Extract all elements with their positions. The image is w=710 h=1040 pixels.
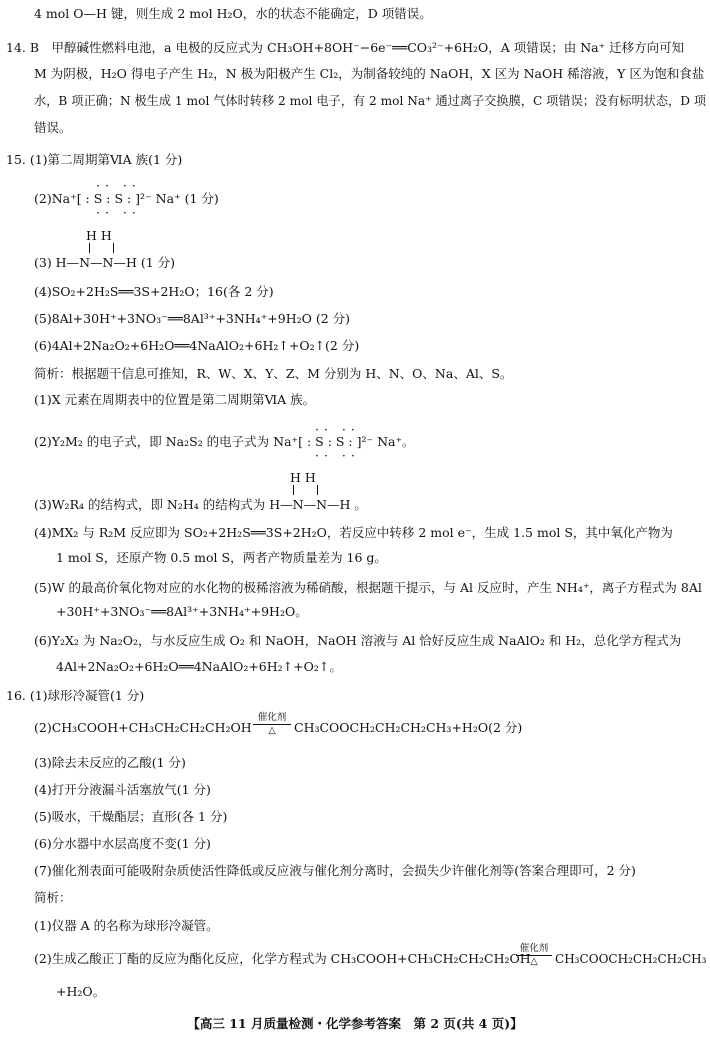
text-line: (2)Na⁺[ : S : S : ]²⁻ Na⁺ (1 分) [34, 191, 219, 206]
text-line: (3)除去未反应的乙酸(1 分) [34, 755, 186, 770]
equation-right: CH₃COOCH₂CH₂CH₂CH₃ [555, 951, 707, 966]
text-line: (1)X 元素在周期表中的位置是第二周期第ⅥA 族。 [34, 392, 316, 407]
q14-answer: 14. B 甲醇碱性燃料电池，a 电极的反应式为 CH₃OH+8OH⁻−6e⁻══CO₃²⁻+6H₂O，A 项错误；由 Na⁺ 迁移方向可知 [6, 40, 685, 55]
text-line: +H₂O。 [56, 984, 106, 999]
arrow-bottom: △ [530, 956, 538, 967]
analysis-heading: 简析： [34, 890, 72, 905]
text-line: (6)分水器中水层高度不变(1 分) [34, 836, 211, 851]
analysis-heading: 简析：根据题干信息可推知，R、W、X、Y、Z、M 分别为 H、N、O、Na、Al、S。 [34, 366, 513, 381]
text-line: M 为阴极，H₂O 得电子产生 H₂，N 极为阳极产生 Cl₂，为制备较纯的 NaOH，X 区为 NaOH 稀溶液，Y 区为饱和食盐 [34, 66, 705, 81]
text-line: 4 mol O—H 键，则生成 2 mol H₂O，水的状态不能确定，D 项错误。 [34, 6, 432, 21]
q15-answer: 15. (1)第二周期第ⅥA 族(1 分) [6, 152, 183, 167]
bond-line [317, 485, 318, 495]
bond-line [89, 243, 90, 253]
lone-pair-dots: ·· ·· [315, 448, 360, 463]
catalyst-arrow [253, 713, 291, 736]
equation-left: (2)生成乙酸正丁酯的反应为酯化反应，化学方程式为 CH₃COOH+CH₃CH₂CH₂CH₂OH [34, 951, 531, 966]
lone-pair-dots: ·· ·· [315, 422, 360, 437]
page-footer: 【高三 11 月质量检测・化学参考答案 第 2 页(共 4 页)】 [187, 1016, 523, 1031]
lone-pair-dots: ·· ·· [96, 178, 141, 193]
arrow-top: 催化剂 [519, 943, 549, 954]
text-line: +30H⁺+3NO₃⁻══8Al³⁺+3NH₄⁺+9H₂O。 [56, 604, 308, 619]
text-line: (6)Y₂X₂ 为 Na₂O₂，与水反应生成 O₂ 和 NaOH，NaOH 溶液与 Al 恰好反应生成 NaAlO₂ 和 H₂，总化学方程式为 [34, 633, 682, 648]
text-line: (5)吸水，干燥酯层；直形(各 1 分) [34, 809, 228, 824]
text-line: (5)8Al+30H⁺+3NO₃⁻══8Al³⁺+3NH₄⁺+9H₂O (2 分) [34, 311, 351, 326]
hydrogen-atoms: H H [290, 470, 316, 485]
text-line: (3) H—N—N—H (1 分) [34, 255, 176, 270]
q16-answer: 16. (1)球形冷凝管(1 分) [6, 688, 145, 703]
text-line: (5)W 的最高价氧化物对应的水化物的极稀溶液为稀硝酸，根据题干提示，与 Al 反应时，产生 NH₄⁺，离子方程式为 8Al [34, 580, 702, 595]
text-line: (2)Y₂M₂ 的电子式，即 Na₂S₂ 的电子式为 Na⁺[ : S : S : ]²⁻ Na⁺。 [34, 434, 415, 449]
text-line: (3)W₂R₄ 的结构式，即 N₂H₄ 的结构式为 H—N—N—H 。 [34, 497, 367, 512]
text-line: (4)MX₂ 与 R₂M 反应即为 SO₂+2H₂S══3S+2H₂O，若反应中转移 2 mol e⁻，生成 1.5 mol S，其中氧化产物为 [34, 525, 673, 540]
text-line: (4)打开分液漏斗活塞放气(1 分) [34, 782, 211, 797]
text-line: (6)4Al+2Na₂O₂+6H₂O══4NaAlO₂+6H₂↑+O₂↑(2 分) [34, 338, 360, 353]
bond-line [113, 243, 114, 253]
arrow-top: 催化剂 [257, 712, 287, 723]
text-line: (7)催化剂表面可能吸附杂质使活性降低或反应液与催化剂分离时，会损失少许催化剂等(答案合理即可，2 分) [34, 863, 636, 878]
text-line: 1 mol S，还原产物 0.5 mol S，两者产物质量差为 16 g。 [56, 550, 387, 565]
text-line: 错误。 [34, 120, 72, 135]
catalyst-arrow [516, 944, 552, 967]
text-line: (4)SO₂+2H₂S══3S+2H₂O；16(各 2 分) [34, 284, 274, 299]
equation-left: (2)CH₃COOH+CH₃CH₂CH₂CH₂OH [34, 720, 252, 735]
text-line: 水，B 项正确；N 极生成 1 mol 气体时转移 2 mol 电子，有 2 mol Na⁺ 通过离子交换膜，C 项错误；没有标明状态，D 项 [34, 93, 707, 108]
text-line: 4Al+2Na₂O₂+6H₂O══4NaAlO₂+6H₂↑+O₂↑。 [56, 659, 342, 674]
equation-right: CH₃COOCH₂CH₂CH₂CH₃+H₂O(2 分) [294, 720, 523, 735]
hydrogen-atoms: H H [86, 228, 112, 243]
bond-line [293, 485, 294, 495]
arrow-bottom: △ [268, 725, 276, 736]
lone-pair-dots: ·· ·· [96, 205, 141, 220]
text-line: (1)仪器 A 的名称为球形冷凝管。 [34, 918, 219, 933]
